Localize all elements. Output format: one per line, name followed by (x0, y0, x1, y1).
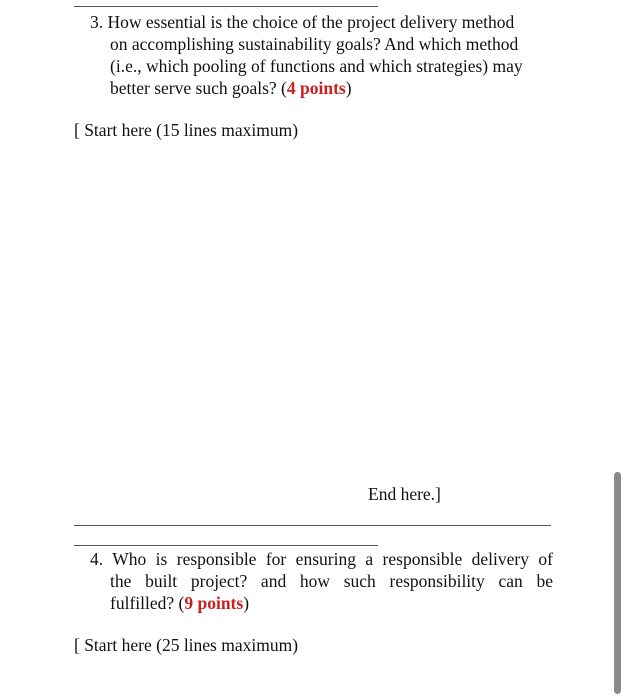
answer-3-bottom-rule (74, 525, 551, 526)
question-3-closing: ) (345, 78, 352, 98)
question-3-points: 4 points (286, 78, 346, 98)
question-4-line-1: 4. Who is responsible for ensuring a responsible delivery of (90, 549, 553, 569)
question-3-line-3: (i.e., which pooling of functions and which strategies) may (110, 56, 523, 76)
answer-3-end-text: End here.] (368, 484, 441, 504)
answer-3-start-text: [ Start here (15 lines maximum) (74, 120, 299, 140)
question-4-line-3-text: fulfilled? ( (110, 593, 185, 613)
question-4-closing: ) (243, 593, 250, 613)
question-4-line-2: the built project? and how such responsibility can be (110, 571, 553, 591)
answer-4-start-text: [ Start here (25 lines maximum) (74, 635, 299, 655)
question-3-line-1: 3. How essential is the choice of the project delivery method (90, 12, 515, 32)
vertical-scrollbar[interactable] (614, 472, 621, 694)
question-3-top-rule (74, 6, 378, 7)
question-4-top-rule (74, 545, 378, 546)
question-3 (90, 11, 553, 99)
question-4 (90, 548, 553, 614)
question-3-line-2: on accomplishing sustainability goals? And which method (110, 34, 519, 54)
question-4-line-3 (90, 592, 553, 614)
question-3-line-4 (90, 77, 553, 99)
question-3-line-4-text: better serve such goals? ( (110, 78, 287, 98)
question-4-points: 9 points (184, 593, 244, 613)
